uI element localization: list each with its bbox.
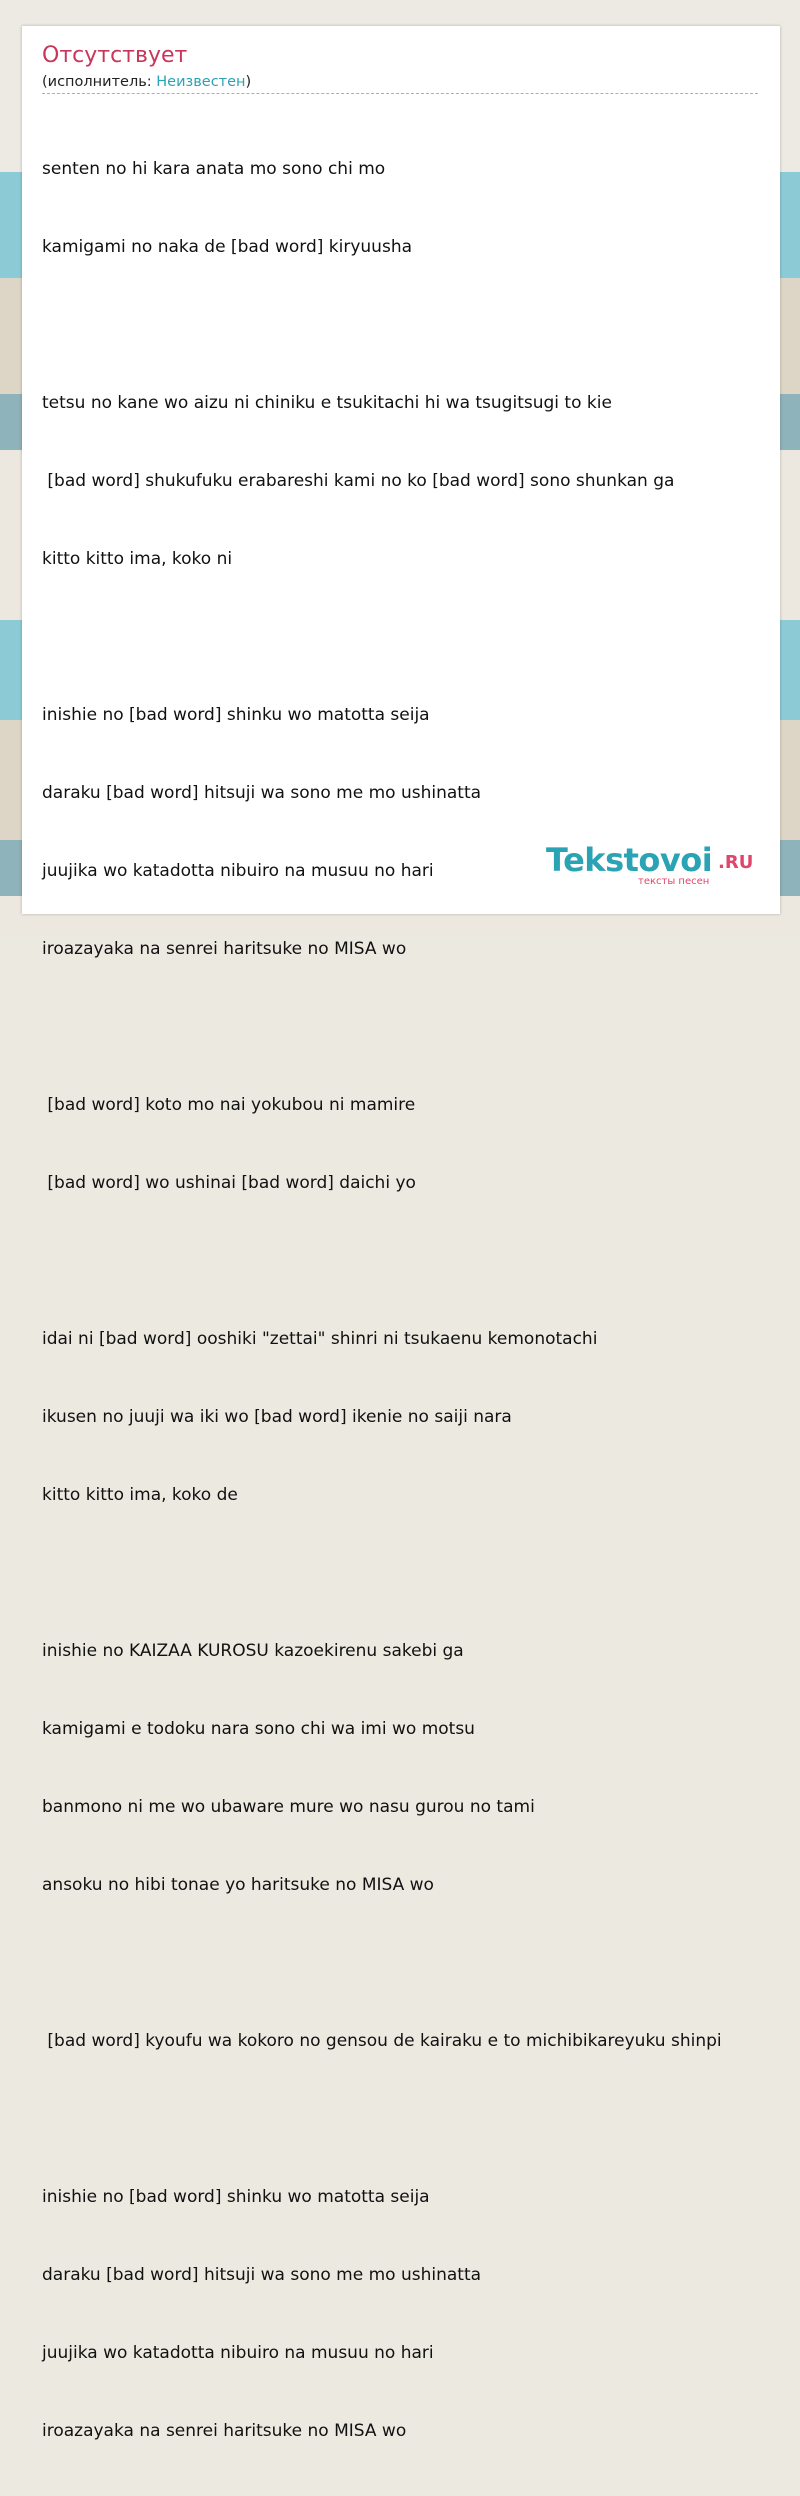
lyric-line (42, 1560, 767, 1586)
performer-prefix: (исполнитель: (42, 74, 157, 90)
lyric-line: tetsu no kane wo aizu ni chiniku e tsukitachi hi wa tsugitsugi to kie (42, 393, 612, 413)
lyric-line (42, 1014, 767, 1040)
lyric-line (42, 624, 767, 650)
lyrics-card (22, 26, 780, 2441)
lyric-line: senten no hi kara anata mo sono chi mo (42, 159, 386, 179)
lyric-line (42, 312, 767, 338)
lyric-line: inishie no [bad word] shinku wo matotta seija (42, 705, 430, 725)
lyric-line: idai ni [bad word] ooshiki "zettai" shinri ni tsukaenu kemonotachi (42, 1329, 598, 1349)
lyric-line: [bad word] kyoufu wa kokoro no gensou de kairaku e to michibikareyuku shinpi (42, 2031, 722, 2051)
logo-tagline: тексты песен (638, 876, 710, 887)
lyric-line: [bad word] shukufuku erabareshi kami no ko [bad word] sono shunkan ga (42, 471, 675, 491)
lyric-line: juujika wo katadotta nibuiro na musuu no hari (42, 2343, 434, 2363)
lyric-line: iroazayaka na senrei haritsuke no MISA wo (42, 939, 407, 959)
lyric-line: kamigami no naka de [bad word] kiryuusha (42, 237, 413, 257)
lyric-line (42, 1950, 767, 1976)
lyric-line: banmono ni me wo ubaware mure wo nasu gurou no tami (42, 1797, 535, 1817)
site-logo[interactable] (546, 842, 756, 888)
lyric-line: juujika wo katadotta nibuiro na musuu no hari (42, 861, 434, 881)
lyric-line: kitto kitto ima, koko de (42, 1485, 238, 1505)
lyric-line: [bad word] koto mo nai yokubou ni mamire (42, 1095, 416, 1115)
artist-link[interactable]: Неизвестен (156, 74, 246, 90)
lyric-line: ikusen no juuji wa iki wo [bad word] ikenie no saiji nara (42, 1407, 512, 1427)
lyric-line: kamigami e todoku nara sono chi wa imi wo motsu (42, 1719, 475, 1739)
header-divider (42, 93, 758, 94)
lyric-line: kitto kitto ima, koko ni (42, 549, 233, 569)
lyric-line (42, 1248, 767, 1274)
lyrics-body (42, 104, 767, 2496)
lyric-line: [bad word] wo ushinai [bad word] daichi yo (42, 1173, 416, 1193)
lyric-line: daraku [bad word] hitsuji wa sono me mo ushinatta (42, 783, 482, 803)
lyric-line: inishie no KAIZAA KUROSU kazoekirenu sakebi ga (42, 1641, 464, 1661)
lyric-line (42, 2106, 767, 2132)
lyric-line: ansoku no hibi tonae yo haritsuke no MISA wo (42, 1875, 434, 1895)
lyric-line: inishie no [bad word] shinku wo matotta seija (42, 2187, 430, 2207)
logo-tld: .RU (718, 852, 754, 873)
lyric-line: iroazayaka na senrei haritsuke no MISA wo (42, 2421, 407, 2441)
lyric-line: daraku [bad word] hitsuji wa sono me mo ushinatta (42, 2265, 482, 2285)
performer-line (42, 72, 251, 92)
logo-wordmark: Tekstovoi (546, 841, 713, 879)
performer-suffix: ) (245, 74, 252, 90)
song-title: Отсутствует (42, 43, 188, 68)
